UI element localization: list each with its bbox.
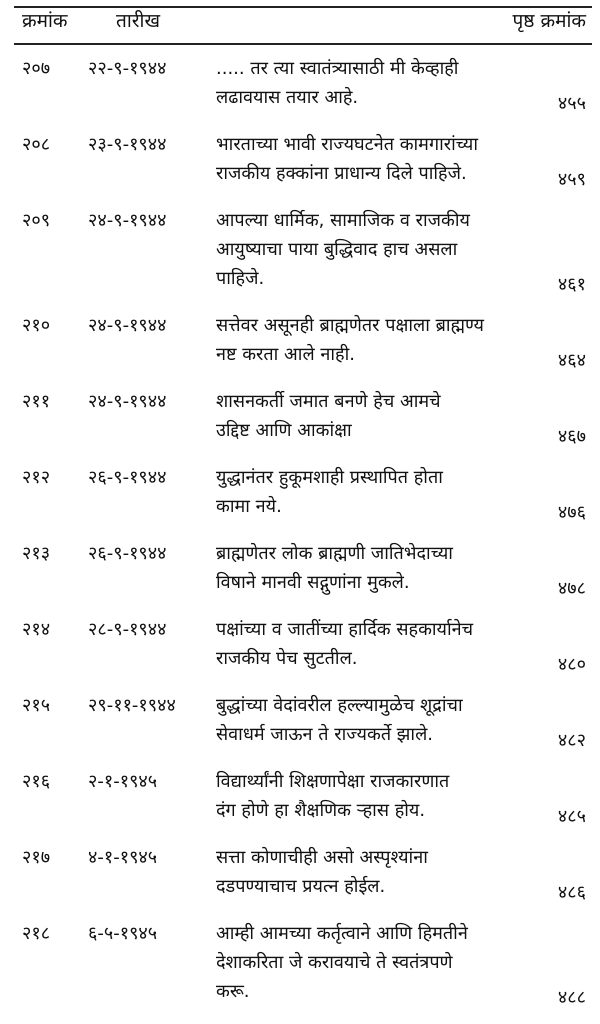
entry-date: २८-९-१९४४: [88, 619, 167, 640]
entry-title-line: युद्धानंतर हुकूमशाही प्रस्थापित होता: [216, 467, 443, 488]
entry-date: २३-९-१९४४: [88, 134, 167, 155]
entry-page-number: ४८५: [557, 806, 586, 827]
entry-title: [216, 206, 534, 293]
entry-title: [216, 843, 534, 901]
table-row: [0, 615, 600, 691]
table-row: [0, 691, 600, 767]
table-row: [0, 130, 600, 206]
entry-page-number: ४५५: [557, 93, 586, 114]
table-row: [0, 767, 600, 843]
entry-page-number: ४६७: [557, 426, 586, 447]
table-row: [0, 54, 600, 130]
entry-title-line: करू.: [216, 981, 250, 1002]
entry-title: [216, 463, 534, 521]
entry-title-line: सेवाधर्म जाऊन ते राज्यकर्ते झाले.: [216, 724, 433, 745]
entry-title-line: कामा नये.: [216, 496, 282, 517]
entry-title-line: राजकीय हक्कांना प्राधान्य दिले पाहिजे.: [216, 163, 467, 184]
entry-date: २४-९-१९४४: [88, 315, 167, 336]
entry-number: २१८: [22, 923, 51, 944]
entry-title: [216, 767, 534, 825]
entry-title-line: आयुष्याचा पाया बुद्धिवाद हाच असला: [216, 239, 458, 260]
entry-title: [216, 54, 534, 112]
entry-number: २१६: [22, 771, 51, 792]
table-row: [0, 387, 600, 463]
entry-page-number: ४८०: [557, 654, 586, 675]
entry-title-line: दडपण्याचाच प्रयत्न होईल.: [216, 876, 386, 897]
entry-title-line: विद्यार्थ्यांनी शिक्षणापेक्षा राजकारणात: [216, 771, 450, 792]
entry-title-line: बुद्धांच्या वेदांवरील हल्ल्यामुळेच शूद्रांचा: [216, 695, 463, 716]
entry-title: [216, 311, 534, 369]
entry-title: [216, 387, 534, 445]
entry-title-line: भारताच्या भावी राज्यघटनेत कामगारांच्या: [216, 134, 478, 155]
index-rows: [0, 54, 600, 1024]
table-row: [0, 206, 600, 311]
table-header: [0, 0, 600, 44]
entry-date: २६-९-१९४४: [88, 467, 167, 488]
header-date: तारीख: [116, 10, 160, 32]
entry-number: २११: [22, 391, 51, 412]
entry-title-line: देशाकरिता जे करावयाचे ते स्वतंत्रपणे: [216, 952, 453, 973]
entry-title-line: सत्तेवर असूनही ब्राह्मणेतर पक्षाला ब्राह्मण्य: [216, 315, 484, 336]
entry-title: [216, 919, 534, 1006]
table-row: [0, 311, 600, 387]
table-row: [0, 463, 600, 539]
entry-page-number: ४७८: [557, 578, 586, 599]
entry-number: २१७: [22, 847, 51, 868]
header-number: क्रमांक: [22, 10, 68, 32]
entry-title-line: दंग होणे हा शैक्षणिक ऱ्हास होय.: [216, 800, 426, 821]
entry-number: २०७: [22, 58, 51, 79]
entry-page-number: ४८२: [557, 730, 586, 751]
entry-date: २-१-१९४५: [88, 771, 158, 792]
entry-number: २१२: [22, 467, 51, 488]
entry-title: [216, 539, 534, 597]
entry-page-number: ४८८: [557, 987, 586, 1008]
table-row: [0, 843, 600, 919]
entry-number: २१५: [22, 695, 51, 716]
entry-page-number: ४६४: [557, 350, 586, 371]
entry-title: [216, 130, 534, 188]
entry-number: २१०: [22, 315, 51, 336]
entry-page-number: ४५९: [557, 169, 586, 190]
table-row: [0, 919, 600, 1024]
entry-page-number: ४६१: [557, 274, 586, 295]
header-top-rule: [14, 6, 592, 8]
entry-date: ६-५-१९४५: [88, 923, 158, 944]
entry-title-line: सत्ता कोणाचीही असो अस्पृश्यांना: [216, 847, 428, 868]
entry-date: ४-१-१९४५: [88, 847, 158, 868]
entry-title: [216, 691, 534, 749]
entry-title-line: लढावयास तयार आहे.: [216, 87, 359, 108]
header-bottom-rule: [14, 43, 592, 45]
entry-number: २०९: [22, 210, 51, 231]
entry-title-line: ..... तर त्या स्वातंत्र्यासाठी मी केव्हाही: [216, 58, 459, 79]
entry-title: [216, 615, 534, 673]
entry-page-number: ४७६: [557, 502, 586, 523]
entry-number: २०८: [22, 134, 51, 155]
entry-title-line: शासनकर्ती जमात बनणे हेच आमचे: [216, 391, 441, 412]
table-row: [0, 539, 600, 615]
entry-title-line: उद्दिष्ट आणि आकांक्षा: [216, 420, 352, 441]
entry-date: २९-११-१९४४: [88, 695, 176, 716]
entry-number: २१३: [22, 543, 51, 564]
entry-page-number: ४८६: [557, 882, 586, 903]
entry-title-line: विषाने मानवी सद्गुणांना मुकले.: [216, 572, 410, 593]
entry-title-line: आपल्या धार्मिक, सामाजिक व राजकीय: [216, 210, 470, 231]
entry-title-line: पाहिजे.: [216, 268, 265, 289]
entry-title-line: ब्राह्मणेतर लोक ब्राह्मणी जातिभेदाच्या: [216, 543, 453, 564]
entry-title-line: नष्ट करता आले नाही.: [216, 344, 355, 365]
header-page-number: पृष्ठ क्रमांक: [512, 10, 586, 32]
entry-title-line: पक्षांच्या व जातींच्या हार्दिक सहकार्यानेच: [216, 619, 474, 640]
entry-date: २४-९-१९४४: [88, 391, 167, 412]
entry-date: २२-९-१९४४: [88, 58, 167, 79]
entry-date: २४-९-१९४४: [88, 210, 167, 231]
entry-title-line: राजकीय पेच सुटतील.: [216, 648, 358, 669]
entry-number: २१४: [22, 619, 51, 640]
entry-title-line: आम्ही आमच्या कर्तृत्वाने आणि हिमतीने: [216, 923, 468, 944]
entry-date: २६-९-१९४४: [88, 543, 167, 564]
